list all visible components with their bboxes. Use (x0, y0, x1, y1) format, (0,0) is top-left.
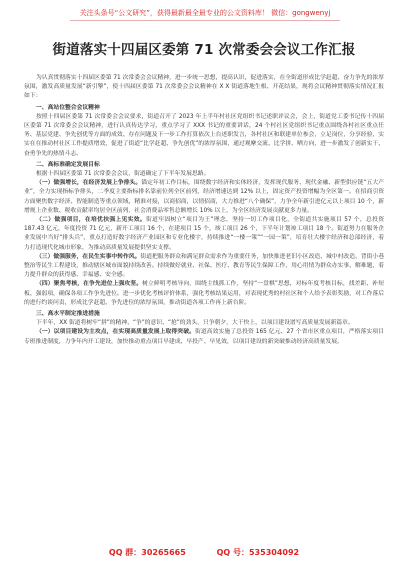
intro-paragraph: 为认真贯彻落实十四届区委第 71 次常委会会议精神，进一步统一思想，提高认识，促进落实，在全街道形成比学赶超、奋力争先的浓厚氛围，激发高质量发展“新引擎”，使十四届区委第 71 次常委会会议精神在 X X 街道落地生根、开花结果，现将会议精神贯彻落实情况汇报如下： (24, 75, 384, 100)
body-paragraph: 根据十四届区委第 71 次常委会会议，街道确定了下半年发展思路。 (36, 171, 210, 178)
section-heading-3: 三、高水平制定推进措施 (36, 311, 100, 318)
subsection-lead: （四）聚焦考核，在争先进位上强攻坚。 (36, 281, 143, 288)
body-paragraph: 下半年，XX 街道将树牢“拼”的精神、“争”的意识、“抢”的劲头，只争朝夕，大干快上，以项目建设谱写高质量发展新篇章。 (36, 320, 354, 327)
subsection-lead: （三）做强服务，在民生实事中转作风。 (36, 253, 141, 260)
section-heading-1: 一、高站位整合会议精神 (36, 104, 100, 111)
subsection-text: 街道高效实施了总投资 165 亿元、27 个省市区重点项目，严格落实项目专班推进制度，力争年内开工建设，加快推动重点项目早建成、早投产、早见效，以项目建设的新突破推动经济高质量发展。 (24, 329, 384, 345)
qq-group: QQ 群：30265665 (108, 548, 186, 557)
subsection-paragraph (24, 328, 384, 346)
subsection-text: 树立鲜明考核导向，围绕主线抓工作，坚持“一盘棋”思想，对标年度考核目标，找差距、补短板、强弱项，确保各项工作争先进位。进一步优化考核评价体系，强化考核结果运用，对表现优秀的村社区和个人给予表彰奖励，对工作落后的进行约谈问责，形成比学赶超、争先进位的浓厚氛围，推动街道各项工作再上新台阶。 (24, 281, 384, 306)
section-heading-2: 二、高标准确定发展目标 (36, 161, 100, 168)
subsection-paragraph (24, 253, 384, 281)
document-title: 街道落实十四届区委第 71 次常委会会议工作汇报 (52, 42, 356, 58)
body-paragraph: 按照十四届区委第 71 次常委会会议要求，街道召开了 2023 年上半年村社区党组织书记述职评议会，会上，街道党工委书记传十四届区委第 71 次常委会会议精神，进行认真传达学习，重点学习了 XXX 书记的重要讲话，24 个村社区党组织书记重点围绕各村社区重点任务、基层党建、争先创优等方面的成效、存在问题及下一步工作打算依次上台述职发言，各村社区和联建单位参会，立足岗位，分享经验，实实在在推动村社区工作提质增效，促进了街道“比学赶超、争先创优”的浓厚氛围，通过观摩交流、比学拼、晒方向，进一步激发了创新实干、奋勇争先的热情斗志。 (24, 113, 384, 157)
subsection-lead: （一）以项目建设为主攻点，在实现高质量发展上取得突破。 (36, 329, 195, 336)
document-body (24, 74, 384, 347)
subsection-text: 街道牢固树立“项目为王”理念，坚持一切工作项目化，全街道共实施项目 57 个，总投资 187.43 亿元，年度投资 71 亿元，新开工项目 16 个，在建项目 15 个，竣工项目 26 个，下半年计划竣工项目 18 个。街道努力在服务企业发展中当好“排头兵”，重点打造好数字经济产业园区和专业化楼宇，持续推进“一楼一策”“一园一策”，培育壮大楼宇经济和总部经济，着力打造现代化城市形象，为推动高质量发展提供坚实支撑。 (24, 217, 384, 251)
subsection-text: 锚定年初工作目标，围绕数字经济和实体经济，发挥现代服务、现代金融、新型供应链“五大产业”，全力实现指标争排头，二季度主要指标排名靠前位列全区前列，经济增速达到 12% 以上，固定资产投资增幅为全区第一。在招商引资方面聚焦数字经济、智能制造等重点领域，精准对接，以商招商，以情招商，大力推进“八个确保”，力争全年新引进亿元以上项目 10 个，新增规上企业数、税收贡献率均居全区前列，社会消费品零售总额增长 10% 以上，为全区经济发展贡献更多力量。 (24, 180, 384, 214)
subsection-paragraph (24, 216, 384, 253)
subsection-paragraph (24, 179, 384, 216)
header-banner: 关注头条号“公文研究”，获得最新最全最专业的公文资料库！ 微信：gongwenyj (70, 8, 340, 21)
subsection-lead: （二）做强项目，在培优扶强上见实效。 (36, 217, 146, 224)
qq-number: QQ 号：535304092 (216, 548, 300, 557)
subsection-text: 街道把服务群众和满足群众需求作为重要任务，加快推进老旧小区改造、城中村改造、背街小巷整治等民生工程建设，推动辖区城市面貌持续改善。持续做好就业、社保、医疗、教育等民生保障工作，用心用情为群众办实事、解难题，着力提升群众的获得感、幸福感、安全感。 (24, 253, 384, 279)
footer-contact (0, 547, 408, 558)
subsection-lead: （一）做强增长，在经济发展上争排头。 (36, 180, 142, 187)
subsection-paragraph (24, 280, 384, 308)
